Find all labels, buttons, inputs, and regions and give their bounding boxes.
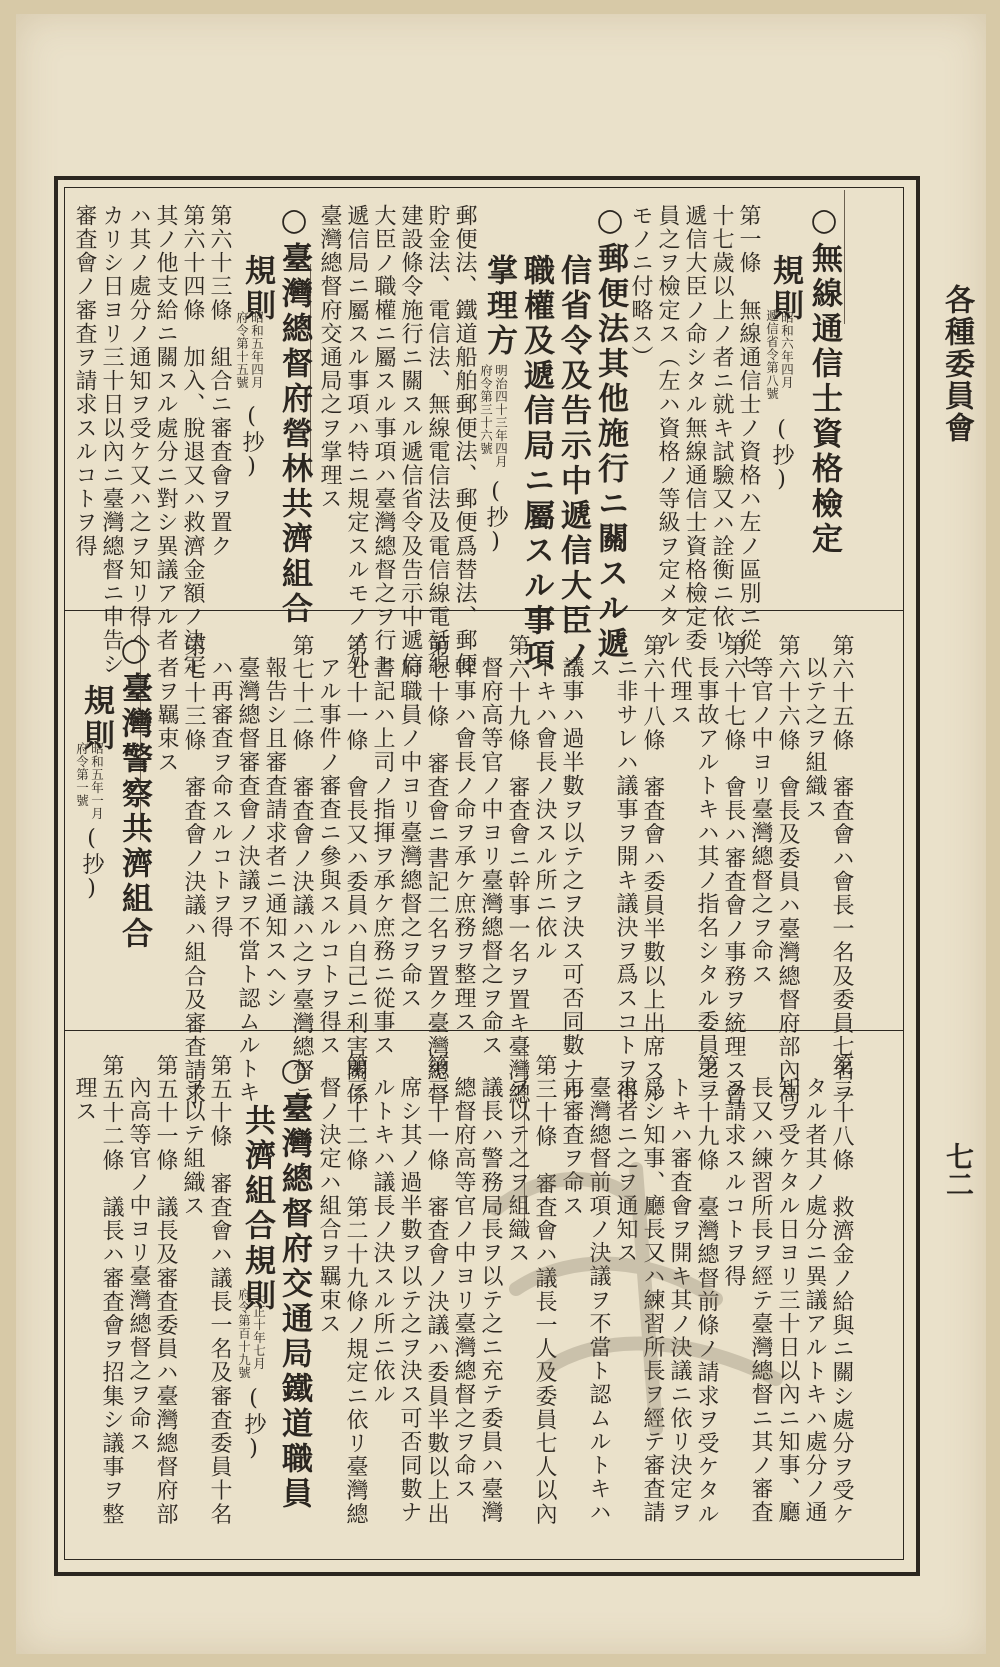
- text-column: (抄): [769, 417, 794, 494]
- scanned-page: [16, 14, 986, 1654]
- text-column: 第五十條 審査會ハ議長一名及審査委員十名: [207, 1054, 232, 1526]
- text-column: 遞信大臣ノ命シタル無線通信士資格檢定委: [682, 204, 707, 653]
- text-column: 審査會ノ審査ヲ請求スルコトヲ得: [72, 204, 97, 558]
- text-column: ニ非サレハ議事ヲ開キ議決ヲ爲スコトヲ得: [613, 656, 638, 1105]
- text-column: 臺灣總督府交通局之ヲ掌理ス: [317, 204, 342, 511]
- text-column: 再審査ヲ命ス: [559, 1076, 584, 1218]
- text-column: 議事ハ過半數ヲ以テ之ヲ決ス可否同數ナル: [559, 656, 584, 1105]
- text-column: 第六十六條 會長及委員ハ臺灣總督府部內高: [775, 634, 800, 1106]
- section-heading: ○郵便法其他施行ニ關スル遞: [592, 202, 628, 662]
- text-column: トキハ會長ノ決スル所ニ依ル: [532, 656, 557, 963]
- text-column: 知ヲ受ケタル日ヨリ三十日以內ニ知事、廳: [775, 1076, 800, 1525]
- text-column: 求者ニ之ヲ通知ス: [613, 1076, 638, 1265]
- decree-annotation: 府令第十五號: [234, 311, 250, 389]
- section-heading: 規則: [239, 254, 275, 324]
- text-column: 第二十八條 救濟金ノ給與ニ關シ處分ヲ受ケ: [829, 1054, 854, 1526]
- text-column: 大臣ノ職權ニ屬スル事項ハ臺灣總督之ヲ行ヒ: [371, 204, 396, 676]
- text-column: 內高等官ノ中ヨリ臺灣總督之ヲ命ス: [126, 1076, 151, 1454]
- text-column: 長事故アルトキハ其ノ指名シタル委員之ヲ: [694, 656, 719, 1105]
- text-column: 長又ハ練習所長ヲ經テ臺灣總督ニ其ノ審査: [748, 1076, 773, 1525]
- decree-annotation: 昭和五年一月: [89, 742, 105, 820]
- text-column: 第六十三條 組合ニ審査會ヲ置ク: [207, 204, 232, 558]
- text-column: 理ス: [72, 1076, 97, 1124]
- text-column: 臺灣總督前項ノ決議ヲ不當ト認ムルトキハ: [586, 1076, 611, 1525]
- text-column: 第六十五條 審査會ハ會長一名及委員七名ヲ: [829, 634, 854, 1106]
- text-column: 等官ノ中ヨリ臺灣總督之ヲ命ス: [748, 656, 773, 987]
- text-column: ハ其ノ處分ノ通知ヲ受ケ又ハ之ヲ知リ得ヘ: [126, 204, 151, 653]
- text-column: 十七歲以上ノ者ニ就キ試驗又ハ詮衡ニ依リ: [709, 204, 734, 653]
- decree-annotation: 明治四十三年四月: [493, 364, 509, 468]
- text-column: 第七十二條 審査會ノ決議ハ之ヲ臺灣總督ニ: [289, 634, 314, 1106]
- decree-annotation: 府令第三十六號: [478, 364, 494, 455]
- text-column: 第六十四條 加入、脫退又ハ救濟金額ノ決定: [180, 204, 205, 676]
- section-heading: ○臺灣總督府交通局鐵道職員: [276, 1052, 312, 1512]
- text-column: 代理ス: [667, 656, 692, 727]
- text-column: (抄): [239, 404, 264, 481]
- text-column: 第六十七條 會長ハ審査會ノ事務ヲ統理ス會: [721, 634, 746, 1106]
- text-column: 第三十條 審査會ハ議長一人及委員七人以內: [532, 1054, 557, 1526]
- section-heading: 規則: [767, 254, 803, 324]
- text-column: 第七十條 審査會ニ書記二名ヲ置ク臺灣總督: [424, 634, 449, 1106]
- text-column: 臺灣總督審査會ノ決議ヲ不當ト認ムルトキ: [235, 656, 260, 1105]
- text-column: 幹事ハ會長ノ命ヲ承ケ庶務ヲ整理ス: [451, 656, 476, 1034]
- text-column: ヲ以テ組織ス: [180, 1076, 205, 1218]
- decree-annotation: 昭和五年四月: [249, 311, 265, 389]
- column-rule: [844, 190, 845, 324]
- text-column: ヲ以テ之ヲ組織ス: [505, 1076, 530, 1265]
- text-column: ス: [586, 656, 611, 680]
- text-column: 第七十三條 審査會ノ決議ハ組合及審査請求: [181, 634, 206, 1106]
- text-column: ヲ請求スルコトヲ得: [721, 1076, 746, 1289]
- text-column: 府職員ノ中ヨリ臺灣總督之ヲ命ス: [397, 656, 422, 1010]
- text-column: 第二十九條 臺灣總督前條ノ請求ヲ受ケタル: [694, 1054, 719, 1526]
- text-column: 遞信局ニ屬スル事項ハ特ニ規定スルモノノ外: [344, 204, 369, 676]
- text-column: 員之ヲ檢定ス（左ハ資格ノ等級ヲ定メタル: [655, 204, 680, 653]
- text-column: トキハ審査會ヲ開キ其ノ決議ニ依リ決定ヲ: [667, 1076, 692, 1525]
- text-column: 第五十一條 議長及審査委員ハ臺灣總督府部: [153, 1054, 178, 1526]
- text-column: 貯金法、電信法、無線電信法及電信線電話線: [425, 204, 450, 676]
- text-column: 督ノ決定ハ組合ヲ羈束ス: [316, 1076, 341, 1336]
- text-column: 報告シ且審査請求者ニ通知スヘシ: [262, 656, 287, 1010]
- section-heading: 規則: [78, 684, 114, 754]
- decree-annotation: 大正十年七月: [251, 1292, 267, 1370]
- text-column: 者ヲ羈束ス: [154, 656, 179, 774]
- text-column: 第七十一條 會長又ハ委員ハ自己ニ利害關係: [343, 634, 368, 1106]
- decree-annotation: 遞信省令第八號: [764, 309, 780, 400]
- library-seal-watermark: [456, 1129, 816, 1459]
- section-heading: ○臺灣總督府營林共濟組合: [276, 202, 312, 627]
- text-column: 第三十一條 審査會ノ決議ハ委員半數以上出: [424, 1054, 449, 1526]
- section-heading: 掌理方: [481, 254, 517, 359]
- text-column: 第五十二條 議長ハ審査會ヲ招集シ議事ヲ整: [99, 1054, 124, 1526]
- text-column: カリシ日ヨリ三十日以內ニ臺灣總督ニ申告シ: [99, 204, 124, 676]
- section-heading: ○無線通信士資格檢定: [806, 202, 842, 557]
- decree-annotation: 府令第一號: [74, 742, 90, 807]
- decree-annotation: 昭和六年四月: [779, 311, 795, 389]
- text-column: ハ再審査ヲ命スルコトヲ得: [208, 656, 233, 940]
- text-column: 第六十八條 審査會ハ委員半數以上出席スル: [640, 634, 665, 1106]
- text-column: 總督府高等官ノ中ヨリ臺灣總督之ヲ命ス: [451, 1076, 476, 1501]
- text-column: ルトキハ議長ノ決スル所ニ依ル: [370, 1076, 395, 1407]
- text-column: 爲シ知事、廳長又ハ練習所長ヲ經テ審査請: [640, 1076, 665, 1525]
- text-column: (抄): [241, 1386, 266, 1463]
- text-column: アル事件ノ審査ニ參與スルコトヲ得ス: [316, 656, 341, 1058]
- text-column: タル者其ノ處分ニ異議アルトキハ處分ノ通: [802, 1076, 827, 1525]
- text-column: (抄): [483, 479, 508, 556]
- text-column: 郵便法、鐵道船舶郵便法、郵便爲替法、郵便: [452, 204, 477, 676]
- section-heading: 信省令及告示中遞信大臣ノ: [555, 254, 591, 674]
- text-column: 以テ之ヲ組織ス: [802, 656, 827, 822]
- section-heading: 共濟組合規則: [239, 1104, 275, 1314]
- running-title: 各種委員會: [939, 284, 974, 444]
- section-heading: ○臺灣警察共濟組合: [116, 632, 152, 952]
- text-column: 第一條 無線通信士ノ資格ハ左ノ區別ニ從ヒ: [736, 204, 761, 676]
- text-column: (抄): [79, 826, 104, 903]
- text-column: 書記ハ上司ノ指揮ヲ承ケ庶務ニ從事ス: [370, 656, 395, 1058]
- text-column: モノニ付略ス）: [628, 204, 653, 370]
- text-column: 其ノ他支給ニ關スル處分ニ對シ異議アル者: [153, 204, 178, 653]
- text-column: 第六十九條 審査會ニ幹事一名ヲ置キ臺灣總: [505, 634, 530, 1106]
- page-number: 七二: [942, 1142, 975, 1198]
- text-column: 席シ其ノ過半數ヲ以テ之ヲ決ス可否同數ナ: [397, 1076, 422, 1525]
- section-heading: 職權及遞信局ニ屬スル事項: [518, 254, 554, 674]
- decree-annotation: 府令第百十九號: [236, 1288, 252, 1379]
- text-column: 第三十二條 第二十九條ノ規定ニ依リ臺灣總: [343, 1054, 368, 1526]
- text-column: 督府高等官ノ中ヨリ臺灣總督之ヲ命ス: [478, 656, 503, 1058]
- text-column: 建設條令施行ニ關スル遞信省令及告示中遞信: [398, 204, 423, 676]
- text-column: 議長ハ警務局長ヲ以テ之ニ充テ委員ハ臺灣: [478, 1076, 503, 1525]
